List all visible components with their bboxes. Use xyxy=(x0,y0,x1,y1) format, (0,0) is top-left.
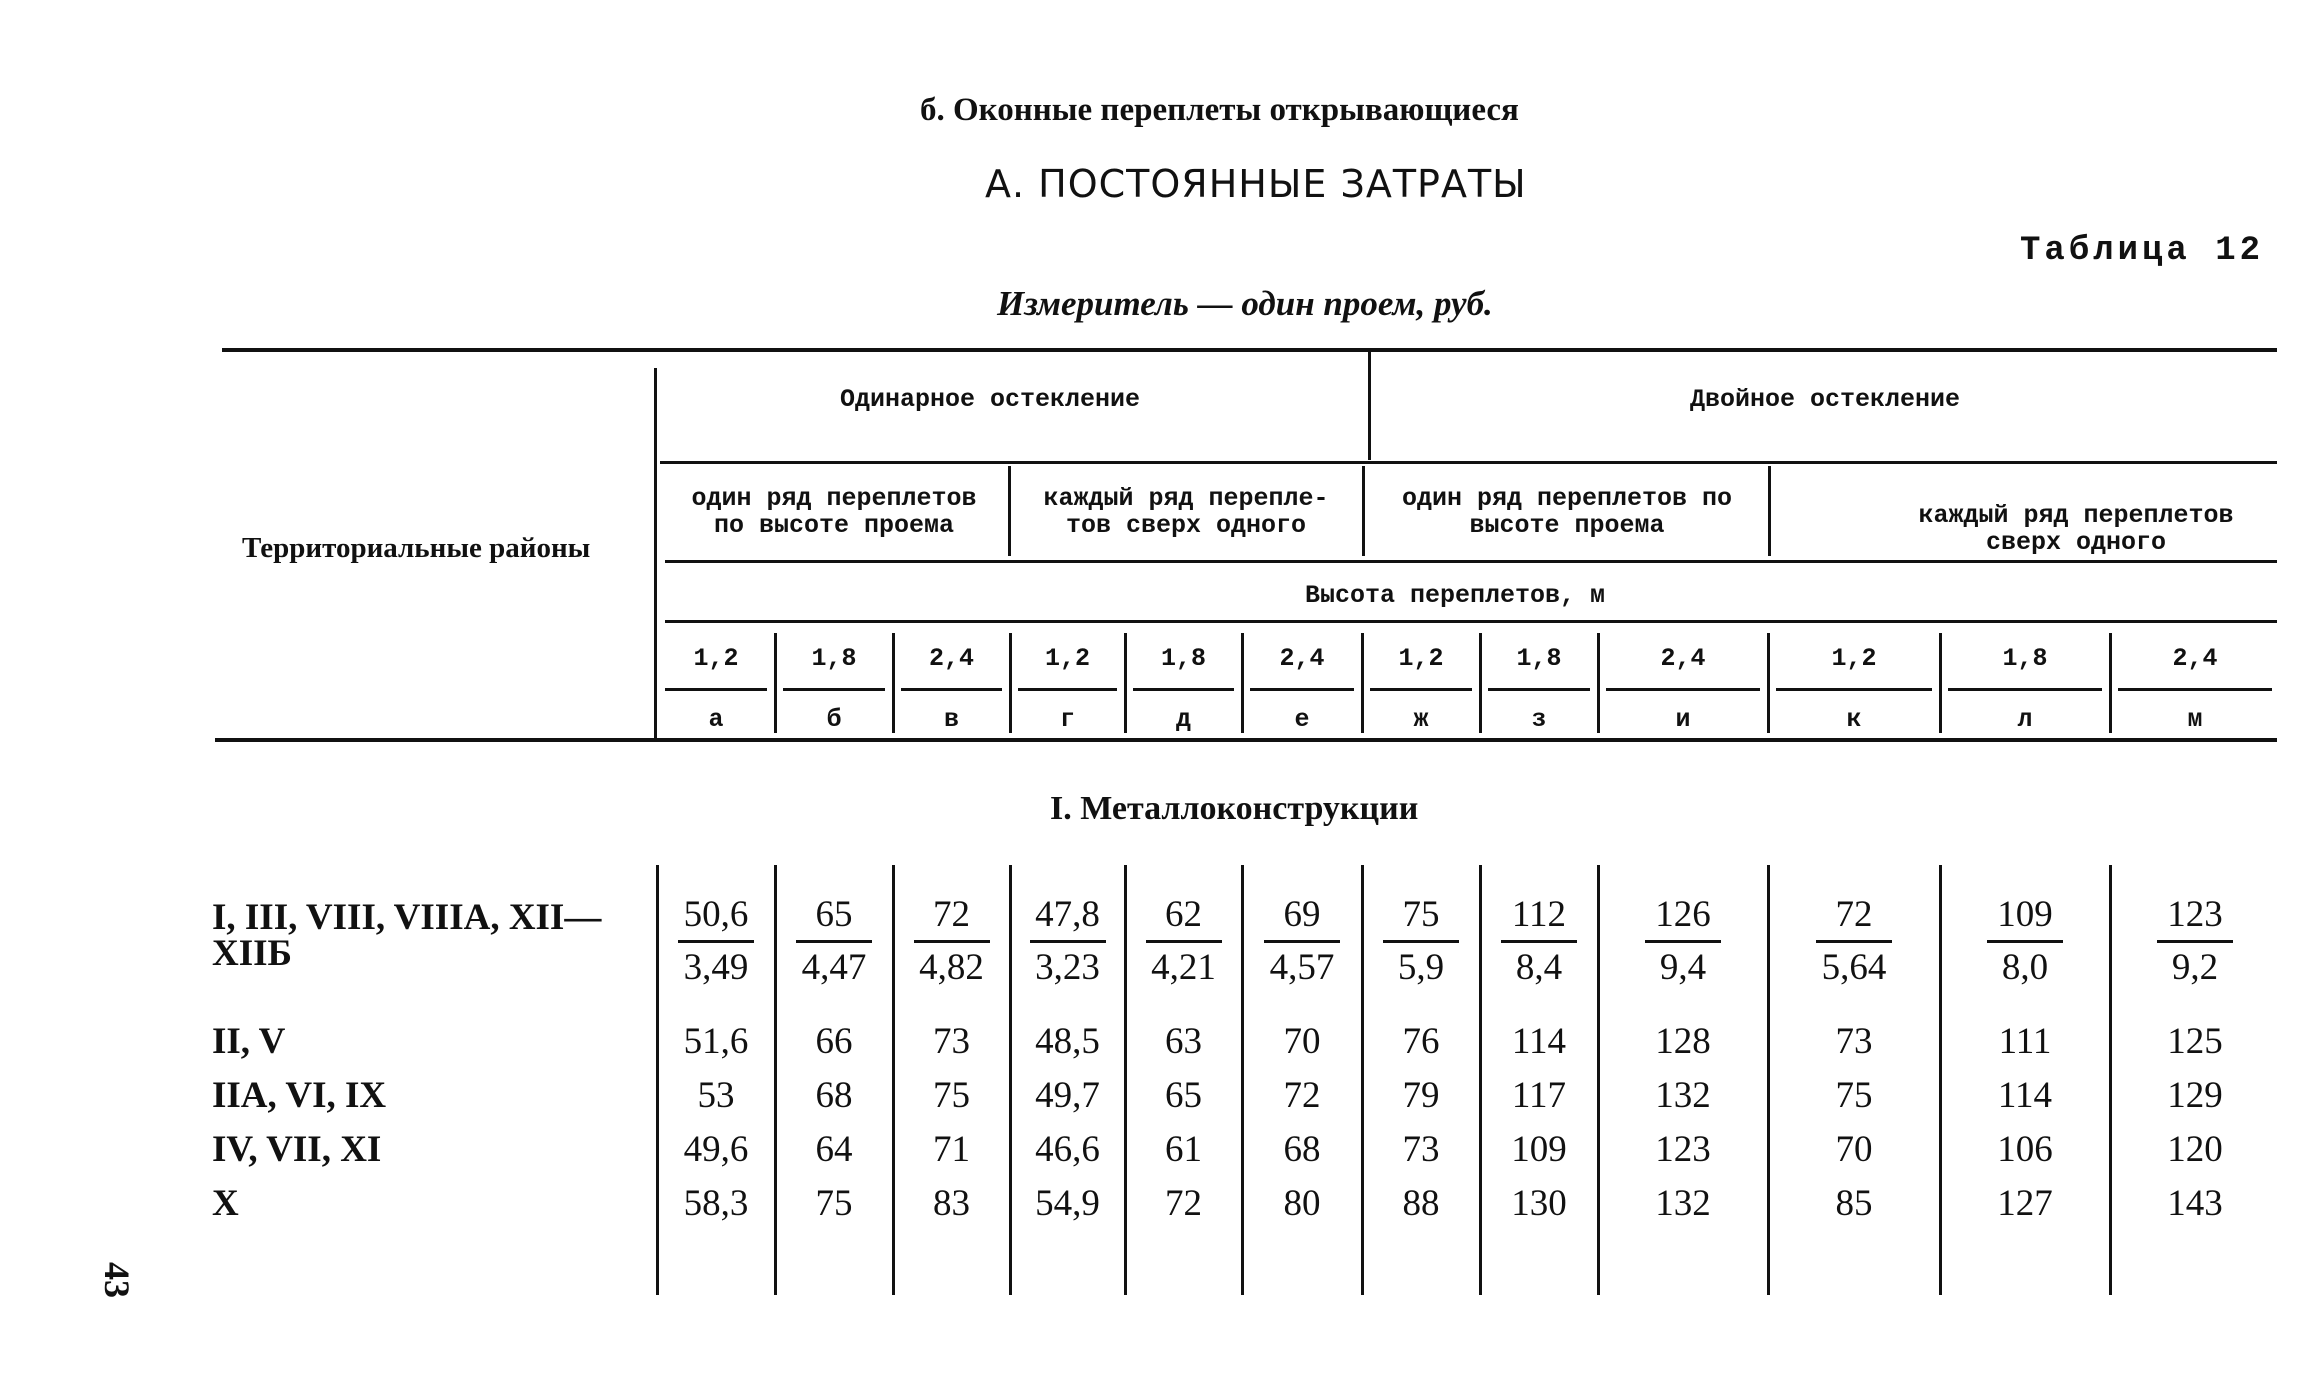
table-cell: 51,6 xyxy=(683,1021,749,1062)
fraction-bar xyxy=(1264,940,1340,943)
height-value: 1,8 xyxy=(811,644,857,673)
table-cell: 72 xyxy=(1283,1075,1321,1116)
table-cell: 80 xyxy=(1283,1183,1321,1224)
column-divider xyxy=(1597,633,1600,733)
table-cell-numerator: 126 xyxy=(1655,894,1711,935)
region-label: I, III, VIII, VIIIA, XII— xyxy=(212,897,602,938)
table-cell-numerator: 123 xyxy=(2167,894,2223,935)
region-column-header: Территориальные районы xyxy=(242,532,591,564)
height-rule xyxy=(1488,688,1590,691)
table-cell-numerator: 72 xyxy=(1835,894,1873,935)
table-cell: 58,3 xyxy=(683,1183,749,1224)
table-cell: 83 xyxy=(933,1183,970,1224)
table-cell: 76 xyxy=(1402,1021,1440,1062)
table-cell-numerator: 47,8 xyxy=(1035,894,1100,935)
table-cell-denominator: 8,4 xyxy=(1515,947,1563,988)
height-rule xyxy=(783,688,885,691)
table-cell: 75 xyxy=(815,1183,853,1224)
fraction-bar xyxy=(914,940,990,943)
column-letter: е xyxy=(1294,705,1310,734)
header-divider xyxy=(654,368,657,738)
subsection-heading: А. ПОСТОЯННЫЕ ЗАТРАТЫ xyxy=(985,162,1527,206)
table-cell-denominator: 9,2 xyxy=(2171,947,2219,988)
table-cell-denominator: 3,49 xyxy=(683,947,749,988)
table-cell: 114 xyxy=(1997,1075,2053,1116)
column-letter: з xyxy=(1531,705,1547,734)
table-cell-denominator: 8,0 xyxy=(2001,947,2049,988)
height-value: 1,8 xyxy=(1160,644,1206,673)
header-rule xyxy=(665,560,2277,563)
region-label: II, V xyxy=(212,1021,286,1062)
table-cell: 73 xyxy=(1835,1021,1873,1062)
column-letter: д xyxy=(1175,705,1191,734)
table-cell: 71 xyxy=(933,1129,970,1170)
header-divider xyxy=(1768,466,1771,556)
column-divider xyxy=(1124,633,1127,733)
fraction-bar xyxy=(1146,940,1222,943)
header-bottom-rule xyxy=(215,738,2277,742)
height-rule xyxy=(1948,688,2102,691)
header-divider xyxy=(1362,466,1365,556)
region-label: IIA, VI, IX xyxy=(212,1075,387,1116)
fraction-bar xyxy=(678,940,754,943)
fraction-bar xyxy=(796,940,872,943)
subgroup-header-line: каждый ряд переплетов xyxy=(1918,501,2234,530)
column-divider xyxy=(1361,633,1364,733)
table-cell: 85 xyxy=(1835,1183,1873,1224)
subgroup-header-line: один ряд переплетов по xyxy=(1401,484,1733,513)
header-divider xyxy=(1008,466,1011,556)
column-divider xyxy=(1479,633,1482,733)
table-cell: 125 xyxy=(2167,1021,2223,1062)
height-value: 2,4 xyxy=(1660,644,1706,673)
table-cell: 143 xyxy=(2167,1183,2223,1224)
table-cell-numerator: 109 xyxy=(1997,894,2053,935)
column-letter: в xyxy=(943,705,959,734)
subgroup-header-double-one-row xyxy=(1368,485,1766,539)
column-divider xyxy=(1939,633,1942,733)
table-cell: 79 xyxy=(1402,1075,1440,1116)
header-divider xyxy=(1368,350,1371,460)
region-label: IV, VII, XI xyxy=(212,1129,382,1170)
single-glazing-header: Одинарное остекление xyxy=(840,385,1141,414)
table-cell-denominator: 4,82 xyxy=(919,947,984,988)
fraction-bar xyxy=(1383,940,1459,943)
table-cell: 49,7 xyxy=(1035,1075,1100,1116)
measure-caption: Измеритель — один проем, руб. xyxy=(997,284,1493,323)
table-cell: 70 xyxy=(1835,1129,1873,1170)
column-divider xyxy=(1009,633,1012,733)
column-letter: м xyxy=(2187,705,2203,734)
subgroup-header-line: по высоте проема xyxy=(713,511,955,540)
table-cell: 129 xyxy=(2167,1075,2223,1116)
table-cell: 75 xyxy=(1835,1075,1873,1116)
table-cell: 49,6 xyxy=(683,1129,749,1170)
height-rule xyxy=(2118,688,2272,691)
subgroup-header-single-one-row xyxy=(662,485,1006,539)
column-divider xyxy=(892,633,895,733)
table-cell-denominator: 5,64 xyxy=(1821,947,1887,988)
column-divider xyxy=(1767,633,1770,733)
table-label: Таблица 12 xyxy=(2020,232,2265,270)
table-cell: 64 xyxy=(815,1129,853,1170)
table-cell: 46,6 xyxy=(1035,1129,1100,1170)
height-value: 2,4 xyxy=(2172,644,2218,673)
table-cell-numerator: 112 xyxy=(1511,894,1567,935)
table-cell-denominator: 5,9 xyxy=(1397,947,1445,988)
column-letter: а xyxy=(708,705,724,734)
table-cell: 65 xyxy=(1165,1075,1202,1116)
height-label: Высота переплетов, м xyxy=(1305,581,1606,610)
table-cell-denominator: 3,23 xyxy=(1035,947,1100,988)
table-cell: 88 xyxy=(1402,1183,1440,1224)
table-cell: 106 xyxy=(1997,1129,2053,1170)
table-cell: 132 xyxy=(1655,1183,1711,1224)
table-cell: 66 xyxy=(815,1021,853,1062)
table-cell: 54,9 xyxy=(1035,1183,1100,1224)
table-cell-denominator: 4,47 xyxy=(801,947,867,988)
column-divider xyxy=(1241,633,1244,733)
height-value: 1,2 xyxy=(1044,644,1090,673)
column-letter: ж xyxy=(1413,705,1429,734)
table-cell: 127 xyxy=(1997,1183,2053,1224)
header-rule xyxy=(665,620,2277,623)
fraction-bar xyxy=(1987,940,2063,943)
table-cell: 111 xyxy=(1998,1021,2052,1062)
table-cell-numerator: 50,6 xyxy=(683,894,749,935)
section-heading: б. Оконные переплеты открывающиеся xyxy=(920,92,1519,128)
height-value: 1,8 xyxy=(2002,644,2048,673)
page-number: 43 xyxy=(97,1262,137,1298)
height-value: 1,2 xyxy=(1831,644,1877,673)
table-cell: 120 xyxy=(2167,1129,2223,1170)
fraction-bar xyxy=(2157,940,2233,943)
table-cell: 68 xyxy=(815,1075,853,1116)
table-cell-numerator: 62 xyxy=(1165,894,1202,935)
section-title: I. Металлоконструкции xyxy=(1050,790,1419,827)
subgroup-header-line: каждый ряд перепле- xyxy=(1043,484,1329,513)
table-cell: 73 xyxy=(1402,1129,1440,1170)
height-rule xyxy=(665,688,767,691)
table-cell-numerator: 69 xyxy=(1283,894,1321,935)
column-divider xyxy=(774,633,777,733)
height-value: 2,4 xyxy=(928,644,974,673)
table-cell-denominator: 9,4 xyxy=(1659,947,1707,988)
column-letter: и xyxy=(1675,705,1691,734)
column-divider xyxy=(2109,633,2112,733)
column-letter: л xyxy=(2017,705,2033,734)
fraction-bar xyxy=(1030,940,1106,943)
table-cell: 123 xyxy=(1655,1129,1711,1170)
subgroup-header-line: тов сверх одного xyxy=(1065,511,1307,540)
height-value: 2,4 xyxy=(1279,644,1325,673)
table-cell: 48,5 xyxy=(1035,1021,1100,1062)
table-cell-numerator: 65 xyxy=(815,894,853,935)
column-letter: б xyxy=(826,705,842,734)
height-rule xyxy=(1606,688,1760,691)
table-cell: 117 xyxy=(1511,1075,1567,1116)
fraction-bar xyxy=(1645,940,1721,943)
table-cell-numerator: 75 xyxy=(1402,894,1440,935)
table-cell: 72 xyxy=(1165,1183,1202,1224)
table-cell: 75 xyxy=(933,1075,970,1116)
table-cell: 114 xyxy=(1511,1021,1567,1062)
table-cell: 68 xyxy=(1283,1129,1321,1170)
column-letter: г xyxy=(1059,705,1075,734)
table-cell: 61 xyxy=(1165,1129,1202,1170)
subgroup-header-line: сверх одного xyxy=(1985,528,2167,557)
table-cell: 132 xyxy=(1655,1075,1711,1116)
table-cell: 73 xyxy=(933,1021,970,1062)
fraction-bar xyxy=(1501,940,1577,943)
height-rule xyxy=(1018,688,1117,691)
subgroup-header-line: один ряд переплетов xyxy=(691,484,977,513)
height-value: 1,2 xyxy=(1398,644,1444,673)
table-cell: 109 xyxy=(1511,1129,1567,1170)
subgroup-header-line: высоте проема xyxy=(1469,511,1665,540)
height-rule xyxy=(1370,688,1472,691)
height-rule xyxy=(1250,688,1354,691)
table-cell-denominator: 4,57 xyxy=(1269,947,1335,988)
table-cell: 130 xyxy=(1511,1183,1567,1224)
table-cell-numerator: 72 xyxy=(933,894,970,935)
table-cell: 70 xyxy=(1283,1021,1321,1062)
subgroup-header-double-each-row xyxy=(1880,502,2272,556)
subgroup-header-single-each-row xyxy=(1012,485,1360,539)
height-value: 1,2 xyxy=(693,644,739,673)
region-label: XIIБ xyxy=(212,933,292,974)
region-label: X xyxy=(212,1183,239,1224)
double-glazing-header: Двойное остекление xyxy=(1690,385,1961,414)
table-cell: 63 xyxy=(1165,1021,1202,1062)
column-letter: к xyxy=(1846,705,1862,734)
table-cell: 128 xyxy=(1655,1021,1711,1062)
table-cell-denominator: 4,21 xyxy=(1151,947,1216,988)
height-rule xyxy=(1776,688,1932,691)
table-top-rule xyxy=(222,348,2277,352)
height-value: 1,8 xyxy=(1516,644,1562,673)
height-rule xyxy=(901,688,1002,691)
table-cell: 53 xyxy=(697,1075,735,1116)
height-rule xyxy=(1133,688,1234,691)
header-rule xyxy=(660,461,2277,464)
fraction-bar xyxy=(1816,940,1892,943)
